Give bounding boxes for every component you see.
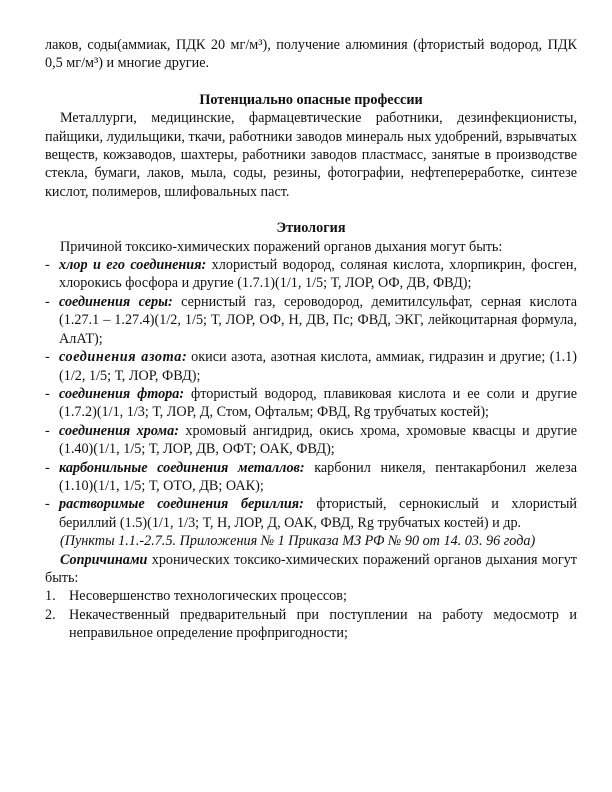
item-text: фтористый, сернокислый и хлористый бериллий (1.5)(1/1, 1/3; Т, Н, ЛОР, Д, ОАК, ФВД, Rg трубчатых костей) и др. <box>59 496 577 531</box>
bullet-mark: - <box>45 349 50 366</box>
etiology-heading: Этиология <box>276 220 346 237</box>
item-term: соединения азота <box>59 349 182 366</box>
item-text: карбонил никеля, пентакарбонил железа (1.10)(1/1, 1/5; Т, ОТО, ДВ; ОАК); <box>59 459 577 494</box>
item-term: растворимые соединения бериллия <box>59 496 300 513</box>
item-text: Несовершенство технологических процессов; <box>69 588 347 605</box>
item-number: 2. <box>45 606 56 623</box>
item-term: хлор и его соединения <box>59 257 202 274</box>
item-text: Некачественный предварительный при поступлении на работу медосмотр и неправильное определение профпригодности; <box>69 606 577 642</box>
professions-heading: Потенциально опасные профессии <box>199 91 423 108</box>
item-term: карбонильные соединения металлов <box>59 459 300 476</box>
bullet-mark: - <box>45 257 50 274</box>
etiology-list <box>45 256 577 532</box>
etiology-item-chromium <box>45 422 577 459</box>
item-colon: : <box>201 257 207 274</box>
item-term: соединения хрома <box>59 422 175 439</box>
co-causes-paragraph <box>45 551 577 588</box>
item-text: хлористый водород, соляная кислота, хлорпикрин, фосген, хлорокись фосфора и другие (1.7.1)(1/1, 1/5; Т, ЛОР, ОФ, ДВ, ФВД); <box>59 257 577 292</box>
etiology-item-carbonyls <box>45 459 577 496</box>
item-colon: : <box>179 385 185 402</box>
co-causes-text: хронических токсико-химических поражений органов дыхания могут быть: <box>45 551 577 586</box>
intro-paragraph: лаков, соды(аммиак, ПДК 20 мг/м³), получение алюминия (фтористый водород, ПДК 0,5 мг/м³) и многие другие. <box>45 37 577 72</box>
bullet-mark: - <box>45 385 50 402</box>
etiology-item-nitrogen <box>45 348 577 385</box>
item-text: окиси азота, азотная кислота, аммиак, гидразин и другие; (1.1)(1/2, 1/5; Т, ЛОР, ФВД); <box>59 349 577 384</box>
item-text: хромовый ангидрид, окись хрома, хромовые квасцы и другие (1.40)(1/1, 1/5; Т, ЛОР, ДВ, ОФТ; ОАК, ФВД); <box>59 422 577 458</box>
etiology-item-beryllium <box>45 495 577 532</box>
item-colon: : <box>167 293 173 310</box>
item-colon: : <box>299 496 304 513</box>
co-causes-list <box>45 587 577 642</box>
etiology-intro: Причиной токсико-химических поражений органов дыхания могут быть: <box>60 238 503 255</box>
item-colon: : <box>181 349 187 366</box>
bullet-mark: - <box>45 496 50 513</box>
item-term: соединения серы <box>59 293 168 310</box>
co-causes-item <box>45 606 577 643</box>
bullet-mark: - <box>45 459 50 476</box>
co-causes-item <box>45 587 577 605</box>
professions-paragraph: Металлурги, медицинские, фармацевтические работники, дезинфекционисты, пайщики, лудильщики, ткачи, работники заводов минераль ных удобрений, взрывчатых веществ, кожзаводов, шахтеры, работники заводов пластмасс, занятые в производстве стекла, бумаги, лаков, мыла, соды, резины, фотографии, нефтепереработке, синтезе кислот, полимеров, шлифовальных паст. <box>45 110 577 200</box>
bullet-mark: - <box>45 422 50 439</box>
etiology-item-fluorine <box>45 385 577 422</box>
legal-note: (Пункты 1.1.-2.7.5. Приложения № 1 Приказа МЗ РФ № 90 от 14. 03. 96 года) <box>60 533 536 550</box>
item-colon: : <box>174 422 179 439</box>
item-colon: : <box>299 459 305 476</box>
co-causes-term: Сопричинами <box>60 551 148 568</box>
etiology-item-chlorine <box>45 256 577 293</box>
etiology-item-sulfur <box>45 293 577 348</box>
item-term: соединения фтора <box>59 385 180 402</box>
item-text: фтористый водород, плавиковая кислота и ее соли и другие (1.7.2)(1/1, 1/3; Т, ЛОР, Д, Стом, Офтальм; ФВД, Rg трубчатых костей); <box>59 385 577 421</box>
item-text: сернистый газ, сероводород, демитилсульфат, серная кислота (1.27.1 – 1.27.4)(1/2, 1/5; Т, ЛОР, ОФ, Н, ДВ, Пс; ФВД, ЭКГ, лейкоцитарная формула, АлАТ); <box>59 293 577 347</box>
bullet-mark: - <box>45 293 50 310</box>
item-number: 1. <box>45 588 56 605</box>
